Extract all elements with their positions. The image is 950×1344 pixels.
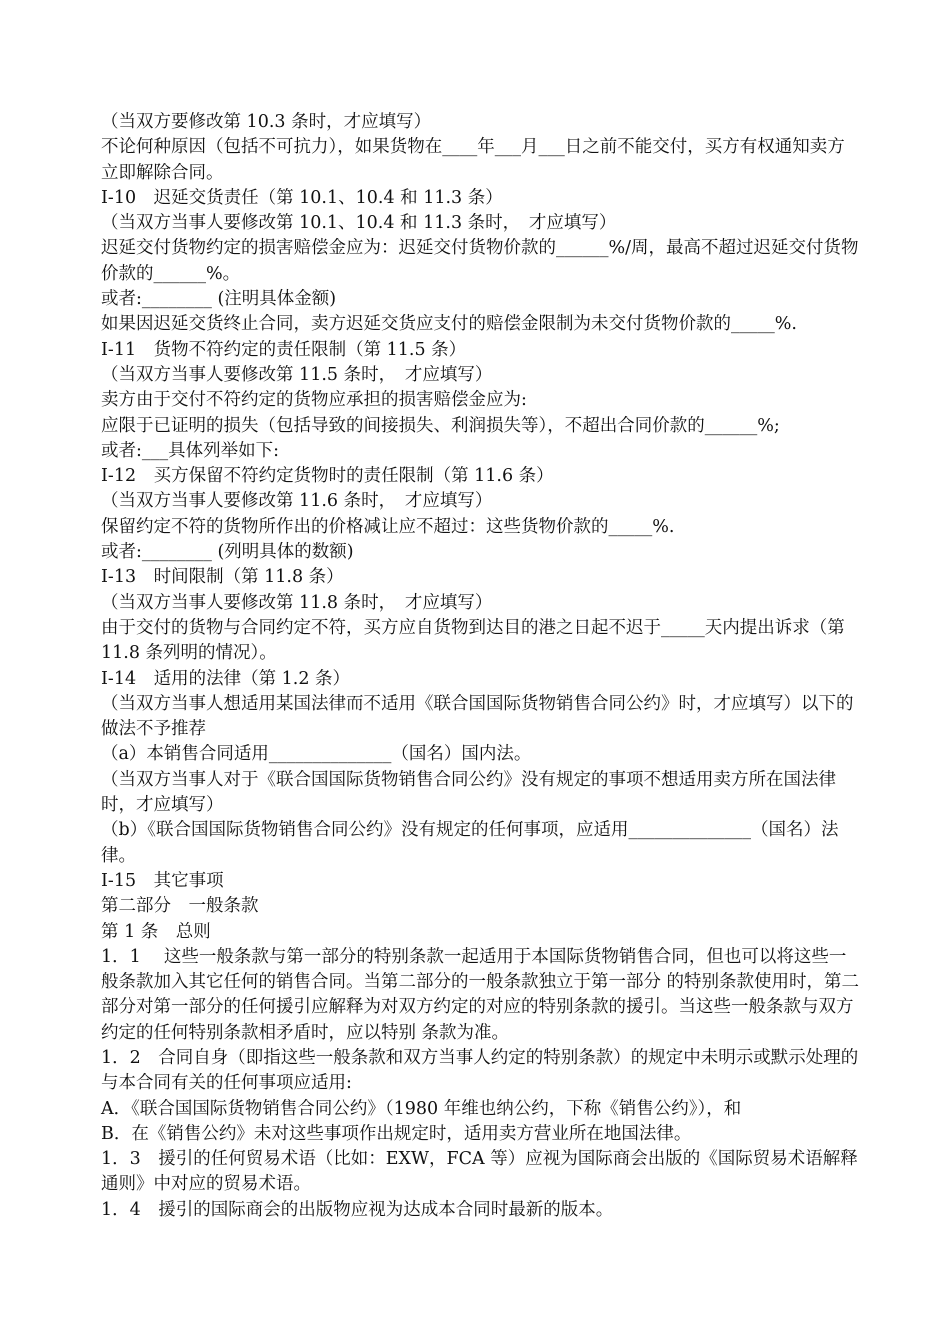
text-line: 或者:___具体列举如下: <box>101 440 280 461</box>
section-heading: I-11 货物不符约定的责任限制（第 11.5 条） <box>101 339 467 360</box>
section-heading: I-12 买方保留不符约定货物时的责任限制（第 11.6 条） <box>101 466 554 487</box>
text-line: 由于交付的货物与合同约定不符，买方应自货物到达目的港之日起不迟于_____天内提出诉求（第 11.8 条列明的情况）。 <box>101 617 851 664</box>
document-body <box>101 110 861 1223</box>
text-line: 保留约定不符的货物所作出的价格减让应不超过：这些货物价款的_____%. <box>101 516 675 537</box>
text-line: 迟延交付货物约定的损害赔偿金应为：迟延交付货物价款的______%/周，最高不超过迟延交付货物价款的______%。 <box>101 238 859 284</box>
text-line: （当双方当事人要修改第 10.1、10.4 和 11.3 条时， 才应填写） <box>101 213 617 234</box>
text-line: （当双方当事人要修改第 11.5 条时， 才应填写） <box>101 364 493 385</box>
text-line: （b）《联合国国际货物销售合同公约》没有规定的任何事项，应适用______________（国名）法律。 <box>101 820 839 866</box>
section-heading: I-15 其它事项 <box>101 870 224 891</box>
text-line: （当双方当事人对于《联合国国际货物销售合同公约》没有规定的事项不想适用卖方所在国法律时，才应填写） <box>101 769 836 816</box>
text-line: 卖方由于交付不符约定的货物应承担的损害赔偿金应为: <box>101 390 527 411</box>
text-line: 如果因迟延交货终止合同，卖方迟延交货应支付的赔偿金限制为未交付货物价款的_____%. <box>101 314 797 335</box>
clause-paragraph: 1．2 合同自身（即指这些一般条款和双方当事人约定的特别条款）的规定中未明示或默示处理的与本合同有关的任何事项应适用: <box>101 1047 859 1094</box>
text-line: （当双方当事人想适用某国法律而不适用《联合国国际货物销售合同公约》时，才应填写）以下的做法不予推荐 <box>101 693 854 740</box>
text-line: B．在《销售公约》未对这些事项作出规定时，适用卖方营业所在地国法律。 <box>101 1123 692 1144</box>
text-line: 或者:________ (注明具体金额) <box>101 289 337 310</box>
section-heading: I-13 时间限制（第 11.8 条） <box>101 567 344 588</box>
text-line: 应限于已证明的损失（包括导致的间接损失、利润损失等），不超出合同价款的______%; <box>101 415 780 436</box>
text-line: （当双方要修改第 10.3 条时，才应填写） <box>101 112 432 132</box>
clause-paragraph: 1．3 援引的任何贸易术语（比如：EXW，FCA 等）应视为国际商会出版的《国际贸易术语解释通则》中对应的贸易术语。 <box>101 1149 858 1195</box>
text-line: （a）本销售合同适用______________（国名）国内法。 <box>101 744 532 765</box>
section-heading: I-14 适用的法律（第 1.2 条） <box>101 668 351 689</box>
part-heading: 第二部分 一般条款 <box>101 896 259 917</box>
text-line: （当双方当事人要修改第 11.8 条时， 才应填写） <box>101 592 493 613</box>
section-heading: I-10 迟延交货责任（第 10.1、10.4 和 11.3 条） <box>101 187 503 208</box>
text-line: A．《联合国国际货物销售合同公约》（1980 年维也纳公约，下称《销售公约》），和 <box>101 1098 742 1119</box>
text-line: 不论何种原因（包括不可抗力），如果货物在____年___月___日之前不能交付，买方有权通知卖方立即解除合同。 <box>101 137 845 183</box>
text-line: 或者:________ (列明具体的数额) <box>101 542 354 563</box>
text-line: （当双方当事人要修改第 11.6 条时， 才应填写） <box>101 491 493 512</box>
clause-paragraph: 1．1 这些一般条款与第一部分的特别条款一起适用于本国际货物销售合同，但也可以将这些一般条款加入其它任何的销售合同。当第二部分的一般条款独立于第一部分 的特别条款使用时，第二部分对第一部分的任何援引应解释为对双方约定的对应的特别条款的援引。当这些一般条款与双方约定的任何特别条款相矛盾时，应以特别 条款为准。 <box>101 946 860 1043</box>
article-heading: 第 1 条 总则 <box>101 921 211 942</box>
clause-paragraph: 1．4 援引的国际商会的出版物应视为达成本合同时最新的版本。 <box>101 1199 614 1220</box>
